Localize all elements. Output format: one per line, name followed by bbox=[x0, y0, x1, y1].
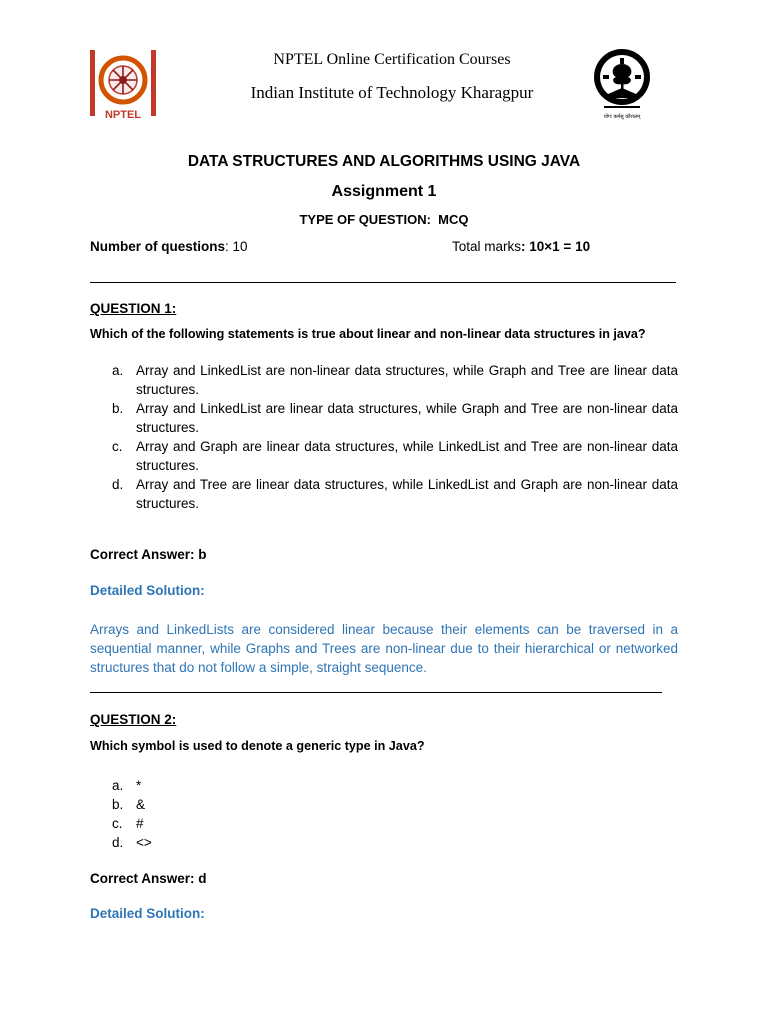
document-title: DATA STRUCTURES AND ALGORITHMS USING JAVA bbox=[187, 153, 581, 170]
option-letter: d. bbox=[112, 835, 124, 850]
option-item bbox=[90, 361, 678, 399]
question-2-heading: QUESTION 2: bbox=[90, 712, 177, 727]
question-type-label: TYPE OF QUESTION: bbox=[299, 212, 431, 227]
num-questions-label: Number of questions bbox=[90, 239, 226, 254]
total-marks-label: Total marks bbox=[452, 239, 522, 254]
question-2-text: Which symbol is used to denote a generic type in Java? bbox=[90, 739, 425, 753]
number-of-questions bbox=[90, 239, 248, 254]
option-text: * bbox=[136, 778, 142, 793]
question-1-answer: Correct Answer: b bbox=[90, 547, 207, 562]
emblem-motto: योगः कर्मसु कौशलम् bbox=[603, 114, 641, 120]
question-1-text: Which of the following statements is true about linear and non-linear data structures in java? bbox=[90, 327, 646, 341]
option-text: Array and LinkedList are non-linear data structures, while Graph and Tree are linear data structures. bbox=[136, 363, 678, 397]
divider-line bbox=[90, 282, 676, 283]
question-1-solution-text: Arrays and LinkedLists are considered linear because their elements can be traversed in a sequential manner, while Graphs and Trees are non-linear due to their hierarchical or networked structures that do not follow a simple, straight sequence. bbox=[90, 622, 678, 675]
option-letter: a. bbox=[112, 778, 124, 793]
option-item bbox=[90, 776, 678, 795]
question-type-value: MCQ bbox=[438, 212, 469, 227]
option-text: Array and Tree are linear data structures, while LinkedList and Graph are non-linear data structures. bbox=[136, 477, 678, 511]
option-item bbox=[90, 814, 678, 833]
header-line-1: NPTEL Online Certification Courses bbox=[273, 51, 511, 68]
header-line-2: Indian Institute of Technology Kharagpur bbox=[250, 83, 534, 102]
option-letter: c. bbox=[112, 816, 123, 831]
question-1-solution-heading: Detailed Solution: bbox=[90, 583, 205, 598]
question-2-answer: Correct Answer: d bbox=[90, 871, 207, 886]
num-questions-value: : 10 bbox=[225, 239, 248, 254]
option-letter: b. bbox=[112, 401, 124, 416]
option-text: # bbox=[136, 816, 144, 831]
option-text: & bbox=[136, 797, 146, 812]
total-marks-value: : 10×1 = 10 bbox=[521, 239, 591, 254]
option-text: <> bbox=[136, 835, 152, 850]
option-item bbox=[90, 475, 678, 513]
option-letter: b. bbox=[112, 797, 124, 812]
option-text: Array and LinkedList are linear data structures, while Graph and Tree are non-linear data structures. bbox=[136, 401, 678, 435]
assignment-label: Assignment 1 bbox=[331, 183, 437, 200]
option-item bbox=[90, 833, 678, 852]
option-text: Array and Graph are linear data structures, while LinkedList and Tree are non-linear data structures. bbox=[136, 439, 678, 473]
question-2-solution-heading: Detailed Solution: bbox=[90, 906, 205, 921]
option-item bbox=[90, 795, 678, 814]
question-1-heading: QUESTION 1: bbox=[90, 301, 177, 316]
option-letter: c. bbox=[112, 439, 123, 454]
option-item bbox=[90, 437, 678, 475]
divider-line bbox=[90, 692, 662, 693]
total-marks bbox=[452, 239, 590, 254]
nptel-logo-text: NPTEL bbox=[104, 109, 142, 121]
option-item bbox=[90, 399, 678, 437]
option-letter: a. bbox=[112, 363, 124, 378]
question-2-options bbox=[90, 776, 678, 852]
question-1-options bbox=[90, 361, 678, 513]
option-letter: d. bbox=[112, 477, 124, 492]
question-type bbox=[0, 212, 768, 227]
